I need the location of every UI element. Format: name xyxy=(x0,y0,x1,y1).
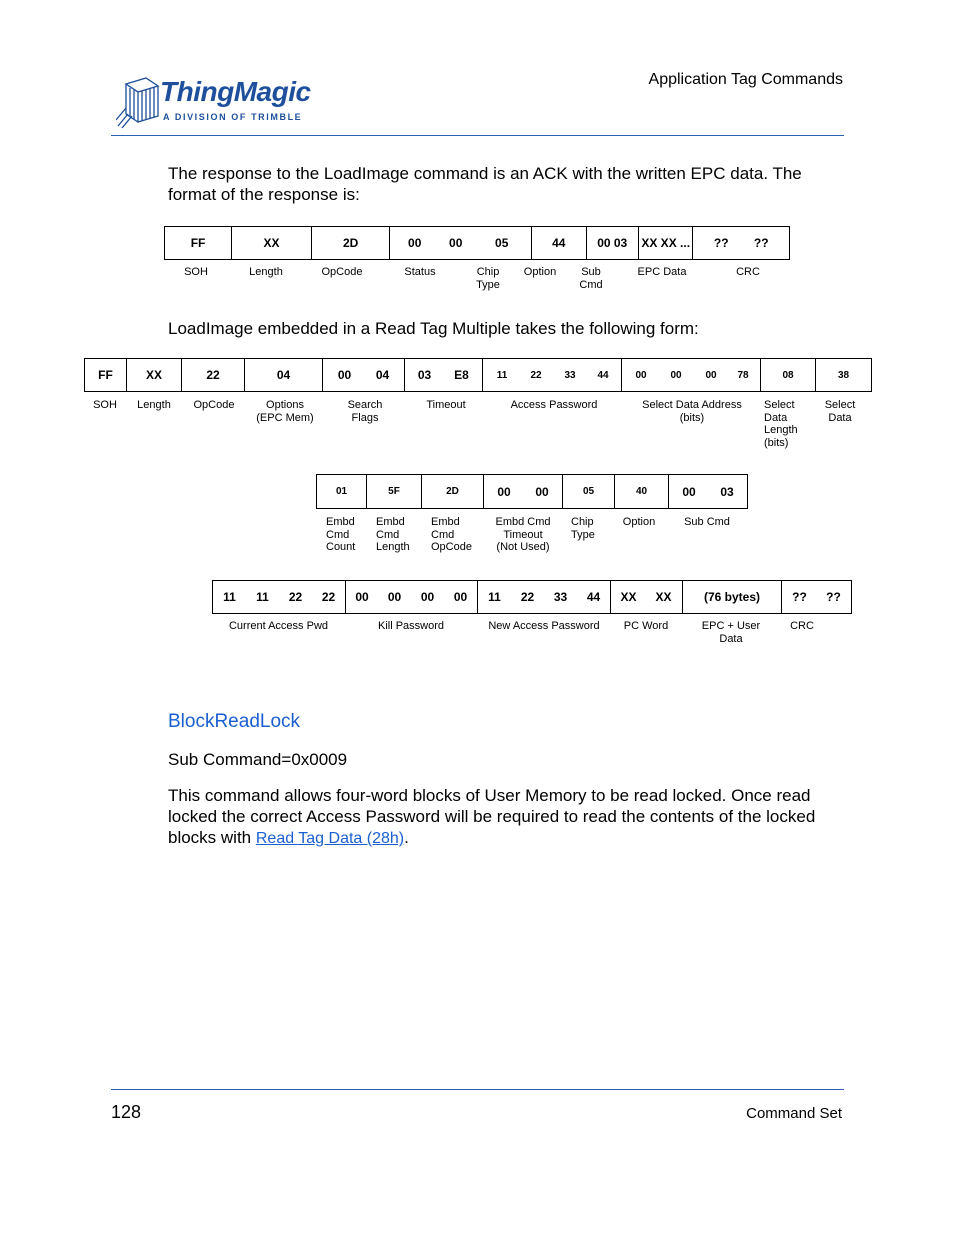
table-cell: FF xyxy=(165,227,232,260)
table-cell xyxy=(622,359,761,392)
field-label: Length xyxy=(249,266,283,278)
table-cell: (76 bytes) xyxy=(683,581,782,614)
table-cell-byte: ?? xyxy=(826,590,841,604)
table-cell: XX XX ... xyxy=(638,227,693,260)
table-cell: XX xyxy=(232,227,312,260)
table-cell: 40 xyxy=(615,475,669,509)
table-cell-byte: 00 xyxy=(337,368,352,382)
table-cell-byte: 22 xyxy=(321,590,336,604)
table-cell: 08 xyxy=(761,359,816,392)
field-label: Option xyxy=(523,266,557,278)
table-cell: 05 xyxy=(563,475,615,509)
field-label: Sub Cmd xyxy=(684,516,730,528)
table-cell: 2D xyxy=(422,475,484,509)
page-number: 128 xyxy=(111,1102,142,1122)
table-cell-byte: 22 xyxy=(520,590,535,604)
field-label: Chip Type xyxy=(476,266,500,291)
table-cell-byte: 00 xyxy=(420,590,435,604)
field-label: SOH xyxy=(184,266,208,278)
header-section-title: Application Tag Commands xyxy=(648,71,843,88)
table-cell-byte: XX xyxy=(655,590,672,604)
field-label: Select Data Address (bits) xyxy=(642,399,742,424)
field-label: Status xyxy=(404,266,436,278)
table-cell-byte: 00 xyxy=(387,590,402,604)
table-cell-byte: 00 xyxy=(453,590,468,604)
table-cell-byte: 03 xyxy=(417,368,432,382)
field-label: Chip Type xyxy=(571,516,595,541)
thingmagic-logo-icon xyxy=(116,74,162,130)
field-label: New Access Password xyxy=(488,620,600,632)
field-label: Sub Cmd xyxy=(579,266,603,291)
field-label: EPC + User Data xyxy=(701,620,761,645)
field-label: Options (EPC Mem) xyxy=(256,399,314,424)
section-heading: BlockReadLock xyxy=(168,711,301,732)
embedded-command-table xyxy=(316,474,748,509)
table-cell xyxy=(669,475,748,509)
field-label: OpCode xyxy=(321,266,363,278)
table-cell xyxy=(611,581,683,614)
field-label: OpCode xyxy=(193,399,235,411)
table-cell: 01 xyxy=(317,475,367,509)
table-cell-byte: 00 xyxy=(497,484,511,499)
table-cell-byte: 00 xyxy=(449,236,463,250)
table-cell-byte: 33 xyxy=(564,369,576,381)
table-cell xyxy=(405,359,483,392)
table-cell xyxy=(390,227,532,260)
description-text: This command allows four-word blocks of User Memory to be read locked. Once read locked the correct Access Password will be required to read the contents of the locked blocks with xyxy=(168,786,816,847)
table-cell-byte: 00 xyxy=(408,236,422,250)
table-cell-byte: 11 xyxy=(488,590,501,604)
table-cell xyxy=(478,581,611,614)
table-cell: XX xyxy=(127,359,182,392)
table-cell: 22 xyxy=(182,359,245,392)
table-cell xyxy=(484,475,563,509)
description-period: . xyxy=(404,828,409,847)
table-cell-byte: 11 xyxy=(256,590,269,604)
table-cell: 38 xyxy=(816,359,872,392)
field-label: Select Data xyxy=(824,399,856,424)
table-cell-byte: 22 xyxy=(288,590,303,604)
field-label: EPC Data xyxy=(637,266,687,278)
table-cell: FF xyxy=(85,359,127,392)
logo-tagline: A DIVISION OF TRIMBLE xyxy=(163,112,303,122)
table-cell: 44 xyxy=(532,227,587,260)
table-cell-byte: 00 xyxy=(705,369,717,381)
field-label: Current Access Pwd xyxy=(228,620,329,632)
sub-command-text: Sub Command=0x0009 xyxy=(168,750,348,769)
table-cell-byte: 22 xyxy=(530,369,542,381)
table-cell: 04 xyxy=(245,359,323,392)
table-cell-byte: 11 xyxy=(223,590,236,604)
table-cell-byte: 03 xyxy=(720,484,734,499)
table-cell xyxy=(346,581,478,614)
read-tag-multiple-table xyxy=(84,358,872,392)
response-format-table xyxy=(164,226,790,260)
table-cell-byte: E8 xyxy=(454,368,469,382)
field-label: PC Word xyxy=(623,620,669,632)
table-cell xyxy=(693,227,790,260)
field-label: Embd Cmd OpCode xyxy=(431,516,472,553)
field-label: Timeout xyxy=(426,399,466,411)
table-cell-byte: 00 xyxy=(535,484,549,499)
table-cell-byte: XX xyxy=(620,590,637,604)
field-label: Option xyxy=(622,516,656,528)
field-label: Length xyxy=(137,399,171,411)
table-cell-byte: 00 xyxy=(635,369,647,381)
logo-wordmark: ThingMagic xyxy=(160,76,311,107)
footer-section: Command Set xyxy=(746,1105,842,1122)
table-cell-byte: 00 xyxy=(670,369,682,381)
table-cell-byte: ?? xyxy=(753,236,769,250)
embedded-intro-paragraph: LoadImage embedded in a Read Tag Multiple takes the following form: xyxy=(168,319,699,338)
table-cell-byte: 00 xyxy=(355,590,369,604)
table-cell-byte: 44 xyxy=(586,590,601,604)
table-cell-byte: ?? xyxy=(713,236,729,250)
table-cell xyxy=(213,581,346,614)
field-label: Select Data Length (bits) xyxy=(764,399,798,449)
table-cell-byte: 11 xyxy=(496,369,508,381)
table-cell-byte: 78 xyxy=(737,369,749,381)
footer-rule xyxy=(111,1089,844,1090)
read-tag-data-link[interactable]: Read Tag Data (28h) xyxy=(255,830,405,847)
intro-paragraph: The response to the LoadImage command is an ACK with the written EPC data. The format of the response is: xyxy=(168,164,802,204)
table-cell-byte: 05 xyxy=(495,236,509,250)
table-cell xyxy=(323,359,405,392)
table-cell xyxy=(782,581,852,614)
table-cell: 00 03 xyxy=(586,227,638,260)
table-cell: 2D xyxy=(311,227,390,260)
table-cell-byte: 44 xyxy=(597,369,609,381)
table-cell-byte: 04 xyxy=(375,368,390,382)
password-data-table xyxy=(212,580,852,614)
field-label: Search Flags xyxy=(347,399,383,424)
table-cell-byte: 33 xyxy=(553,590,568,604)
field-label: Embd Cmd Timeout (Not Used) xyxy=(495,516,551,553)
field-label: Embd Cmd Length xyxy=(376,516,410,553)
table-cell xyxy=(483,359,622,392)
table-cell-byte: ?? xyxy=(792,590,807,604)
field-label: CRC xyxy=(790,620,814,632)
field-label: CRC xyxy=(736,266,760,278)
logo xyxy=(116,74,316,130)
field-label: SOH xyxy=(93,399,117,411)
field-label: Embd Cmd Count xyxy=(326,516,356,553)
field-label: Kill Password xyxy=(377,620,445,632)
header-rule xyxy=(111,135,844,136)
table-cell-byte: 00 xyxy=(682,484,696,499)
field-label: Access Password xyxy=(510,399,598,411)
table-cell: 5F xyxy=(367,475,422,509)
description-paragraph xyxy=(168,785,833,849)
